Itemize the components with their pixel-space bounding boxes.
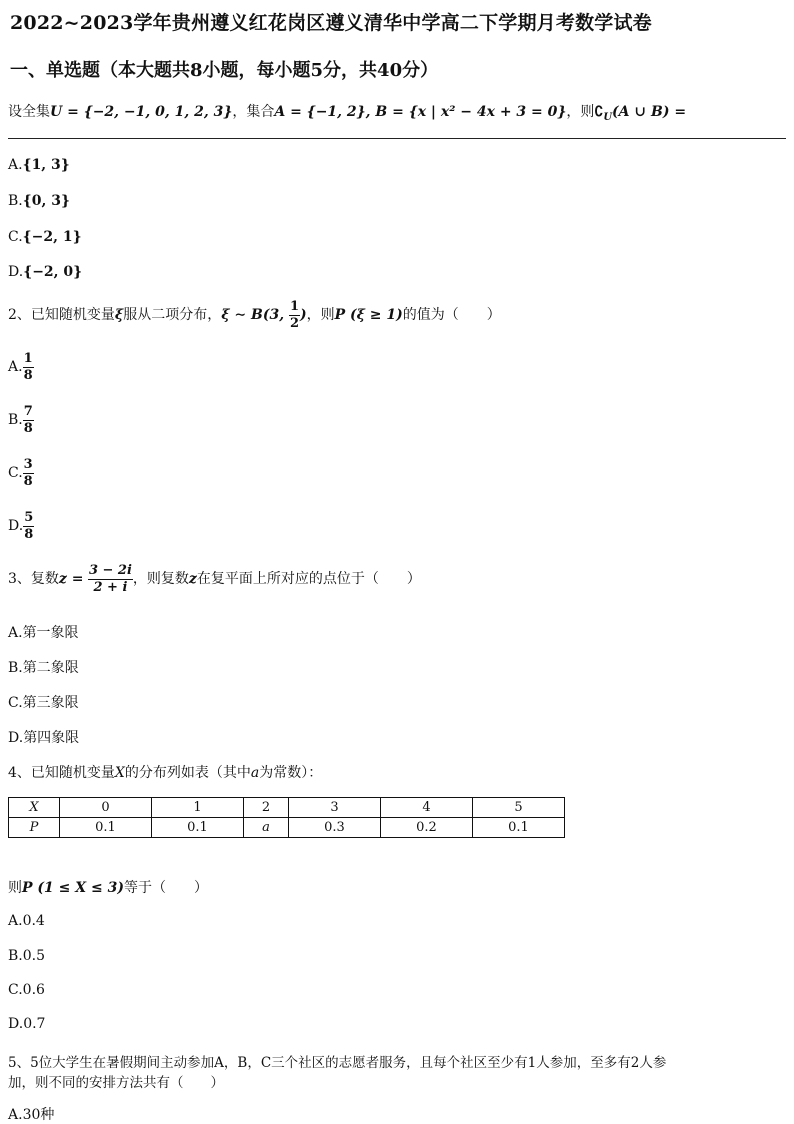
question-2 bbox=[8, 300, 501, 330]
q1-set-ab: A = {−1, 2}, B = {x | x² − 4x + 3 = 0} bbox=[274, 104, 567, 120]
option-value: 第三象限 bbox=[22, 695, 79, 711]
q2-mid: 服从二项分布， bbox=[123, 307, 222, 324]
option-value: 0.4 bbox=[22, 913, 45, 929]
option-label: B. bbox=[8, 193, 23, 209]
table-cell: 2 bbox=[244, 798, 289, 818]
q1-option-b[interactable] bbox=[8, 193, 70, 209]
q5-option-a[interactable] bbox=[8, 1104, 54, 1124]
option-fraction bbox=[23, 458, 34, 488]
fraction-numerator: 1 bbox=[289, 299, 299, 314]
fraction-numerator: 1 bbox=[23, 351, 33, 366]
table-cell: 0.1 bbox=[60, 818, 152, 838]
table-cell: 4 bbox=[381, 798, 473, 818]
q4-ask-prob: P (1 ≤ X ≤ 3) bbox=[22, 880, 124, 896]
option-value: 0.7 bbox=[23, 1016, 46, 1032]
option-label: A. bbox=[8, 625, 23, 641]
fraction-numerator: 3 − 2i bbox=[88, 563, 132, 578]
option-label: D. bbox=[8, 1016, 24, 1032]
q2-fraction bbox=[289, 300, 300, 330]
q2-dist-pre: ξ ∼ B(3, bbox=[221, 307, 289, 324]
q3-post2: 在复平面上所对应的点位于（ ） bbox=[196, 571, 421, 588]
q2-post: 的值为（ ） bbox=[402, 307, 501, 324]
q4-a: a bbox=[250, 765, 260, 781]
fraction-numerator: 5 bbox=[24, 510, 34, 525]
q1-option-a[interactable] bbox=[8, 157, 70, 173]
q2-pre: 2、已知随机变量 bbox=[8, 307, 115, 324]
q1-mid1: ，集合 bbox=[232, 104, 275, 120]
option-value: 30种 bbox=[22, 1107, 55, 1123]
q2-xi: ξ bbox=[114, 307, 124, 324]
q4-post: 为常数）： bbox=[259, 765, 323, 781]
q2-option-c[interactable] bbox=[8, 458, 34, 488]
option-value: 第四象限 bbox=[23, 730, 80, 746]
table-row bbox=[9, 798, 565, 818]
q1-complement: ∁ bbox=[594, 104, 604, 120]
table-cell: a bbox=[244, 818, 289, 838]
page-title: 2022~2023学年贵州遵义红花岗区遵义清华中学高二下学期月考数学试卷 bbox=[10, 12, 652, 34]
table-cell: 0.1 bbox=[473, 818, 565, 838]
table-cell: 0.1 bbox=[152, 818, 244, 838]
table-cell: X bbox=[9, 798, 60, 818]
option-fraction bbox=[23, 511, 34, 541]
q3-z2: z bbox=[188, 571, 197, 588]
fraction-denominator: 8 bbox=[23, 420, 33, 436]
option-label: C. bbox=[8, 982, 23, 998]
fraction-numerator: 3 bbox=[23, 457, 33, 472]
option-value: {−2, 1} bbox=[22, 229, 82, 245]
question-4 bbox=[8, 762, 322, 782]
q2-option-a[interactable] bbox=[8, 352, 34, 382]
option-label: C. bbox=[8, 465, 23, 482]
table-cell: 0.3 bbox=[289, 818, 381, 838]
q1-mid2: ，则 bbox=[566, 104, 595, 120]
table-cell: 0 bbox=[60, 798, 152, 818]
table-row bbox=[9, 818, 565, 838]
q4-ask-pre: 则 bbox=[8, 880, 22, 896]
option-value: {−2, 0} bbox=[23, 264, 83, 280]
fraction-denominator: 8 bbox=[24, 526, 34, 542]
table-cell: P bbox=[9, 818, 60, 838]
q1-option-c[interactable] bbox=[8, 229, 82, 245]
q2-dist-post: ) bbox=[299, 307, 307, 324]
q3-option-b[interactable] bbox=[8, 657, 79, 677]
option-fraction bbox=[23, 405, 34, 435]
q3-option-d[interactable] bbox=[8, 727, 79, 747]
q2-option-b[interactable] bbox=[8, 405, 34, 435]
q2-mid2: ，则 bbox=[306, 307, 335, 324]
option-value: 0.5 bbox=[22, 948, 46, 964]
table-cell: 5 bbox=[473, 798, 565, 818]
q1-expr: (A ∪ B) = bbox=[612, 104, 687, 120]
question-3 bbox=[8, 564, 421, 594]
option-label: A. bbox=[8, 359, 23, 376]
option-label: D. bbox=[8, 518, 24, 535]
divider bbox=[8, 138, 786, 139]
option-label: C. bbox=[8, 229, 23, 245]
option-label: B. bbox=[8, 660, 23, 676]
q3-z: z = bbox=[58, 571, 84, 588]
option-fraction bbox=[23, 352, 34, 382]
fraction-denominator: 2 bbox=[289, 315, 299, 331]
q3-pre: 3、复数 bbox=[8, 571, 59, 588]
table-cell: 0.2 bbox=[381, 818, 473, 838]
q3-fraction bbox=[88, 564, 133, 594]
option-value: 第二象限 bbox=[22, 660, 79, 676]
q4-mid: 的分布列如表（其中 bbox=[124, 765, 251, 781]
option-label: D. bbox=[8, 730, 24, 746]
q1-complement-sub: U bbox=[603, 111, 613, 123]
question-5-line-2: 加，则不同的安排方法共有（ ） bbox=[8, 1075, 224, 1091]
option-label: B. bbox=[8, 412, 23, 429]
question-1 bbox=[8, 101, 686, 123]
option-label: B. bbox=[8, 948, 23, 964]
q2-prob: P (ξ ≥ 1) bbox=[334, 307, 403, 324]
distribution-table bbox=[8, 797, 565, 838]
q4-option-c[interactable] bbox=[8, 982, 45, 998]
q4-option-d[interactable] bbox=[8, 1016, 45, 1032]
option-value: {1, 3} bbox=[22, 157, 70, 173]
q1-set-u: U = {−2, −1, 0, 1, 2, 3} bbox=[50, 104, 233, 120]
q3-option-a[interactable] bbox=[8, 622, 79, 642]
section-heading: 一、单选题（本大题共8小题，每小题5分，共40分） bbox=[10, 60, 439, 81]
table-cell: 3 bbox=[289, 798, 381, 818]
fraction-numerator: 7 bbox=[23, 404, 33, 419]
question-4-ask bbox=[8, 877, 208, 897]
q4-pre: 4、已知随机变量 bbox=[8, 765, 115, 781]
fraction-denominator: 8 bbox=[23, 367, 33, 383]
q2-option-d[interactable] bbox=[8, 511, 34, 541]
table-cell: 1 bbox=[152, 798, 244, 818]
q3-post: ，则复数 bbox=[132, 571, 189, 588]
q4-option-b[interactable] bbox=[8, 948, 45, 964]
q1-option-d[interactable] bbox=[8, 264, 82, 280]
q1-pre: 设全集 bbox=[8, 104, 50, 120]
q4-ask-post: 等于（ ） bbox=[123, 880, 208, 896]
option-label: D. bbox=[8, 264, 24, 280]
q4-option-a[interactable] bbox=[8, 913, 45, 929]
option-label: A. bbox=[8, 913, 23, 929]
option-label: C. bbox=[8, 695, 23, 711]
q3-option-c[interactable] bbox=[8, 692, 79, 712]
fraction-denominator: 8 bbox=[23, 473, 33, 489]
option-label: A. bbox=[8, 157, 23, 173]
option-value: 第一象限 bbox=[22, 625, 79, 641]
option-value: {0, 3} bbox=[22, 193, 70, 209]
fraction-denominator: 2 + i bbox=[93, 579, 128, 595]
option-value: 0.6 bbox=[22, 982, 45, 998]
option-label: A. bbox=[8, 1107, 23, 1123]
question-5-line-1: 5、5位大学生在暑假期间主动参加A，B，C三个社区的志愿者服务，且每个社区至少有1人参加，至多有2人参 bbox=[8, 1055, 667, 1071]
q4-x: X bbox=[114, 765, 125, 781]
